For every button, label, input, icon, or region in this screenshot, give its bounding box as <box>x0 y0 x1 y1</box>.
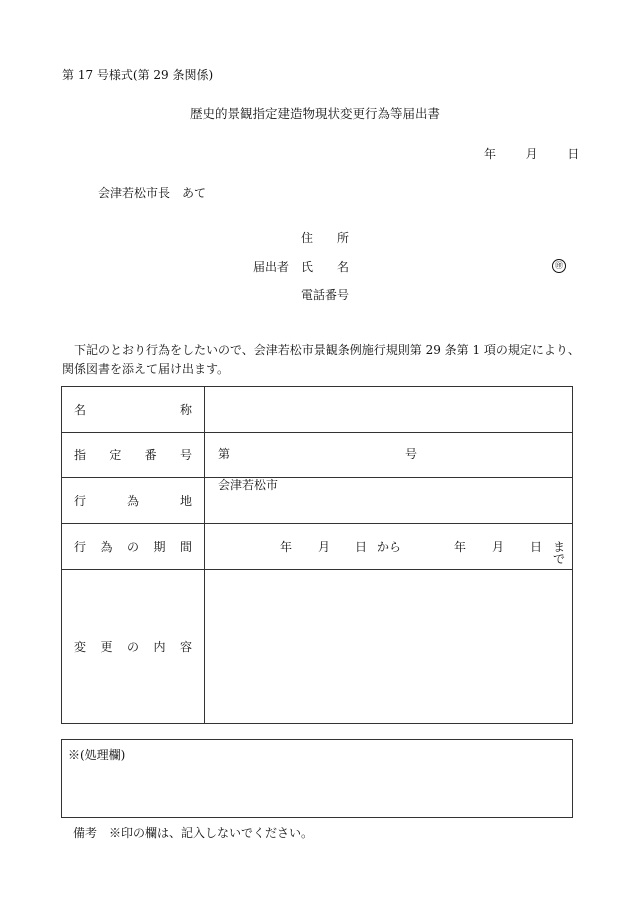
number-suffix: 号 <box>405 447 418 461</box>
name-row-label: 名 称 <box>62 387 205 433</box>
period-until: まで <box>553 540 566 566</box>
processing-box-label: ※(処理欄) <box>68 748 126 762</box>
name-field[interactable] <box>205 387 573 433</box>
seal-mark: ㊞ <box>552 259 566 273</box>
form-number: 第 17 号様式(第 29 条関係) <box>62 68 214 82</box>
period-field[interactable] <box>205 524 573 570</box>
number-row-label: 指 定 番 号 <box>62 433 205 478</box>
processing-box <box>61 739 573 818</box>
table-row <box>62 387 573 433</box>
intro-text: 下記のとおり行為をしたいので、会津若松市景観条例施行規則第 29 条第 1 項の規定により、関係図書を添えて届け出ます。 <box>62 343 580 376</box>
period-start-day: 日 <box>355 540 368 554</box>
period-start-month: 月 <box>318 540 331 554</box>
period-start-year: 年 <box>280 540 293 554</box>
date-line <box>484 148 579 160</box>
designation-number-field[interactable] <box>205 433 573 478</box>
application-table <box>61 386 573 724</box>
place-value: 会津若松市 <box>218 477 279 492</box>
phone-label: 電話番号 <box>301 288 350 302</box>
addressee: 会津若松市長 あて <box>98 186 207 200</box>
date-year-label: 年 <box>484 147 497 161</box>
applicant-label: 届出者 <box>253 260 290 274</box>
period-end-day: 日 <box>530 540 543 554</box>
place-field[interactable] <box>205 478 573 524</box>
address-label: 住 所 <box>301 231 350 245</box>
table-row <box>62 433 573 478</box>
content-row-label: 変 更 の 内 容 <box>62 570 205 724</box>
name-label: 氏 名 <box>301 260 350 274</box>
date-day-label: 日 <box>567 147 580 161</box>
change-content-field[interactable] <box>205 570 573 724</box>
footnote: 備考 ※印の欄は、記入しないでください。 <box>73 826 314 840</box>
page-title: 歴史的景観指定建造物現状変更行為等届出書 <box>189 106 440 121</box>
number-prefix: 第 <box>218 447 231 461</box>
period-from: から <box>377 540 402 554</box>
period-end-year: 年 <box>454 540 467 554</box>
table-row <box>62 478 573 524</box>
place-row-label: 行 為 地 <box>62 478 205 524</box>
period-end-month: 月 <box>492 540 505 554</box>
date-month-label: 月 <box>525 147 538 161</box>
period-row-label: 行 為 の 期 間 <box>62 524 205 570</box>
table-row <box>62 570 573 724</box>
table-row <box>62 524 573 570</box>
